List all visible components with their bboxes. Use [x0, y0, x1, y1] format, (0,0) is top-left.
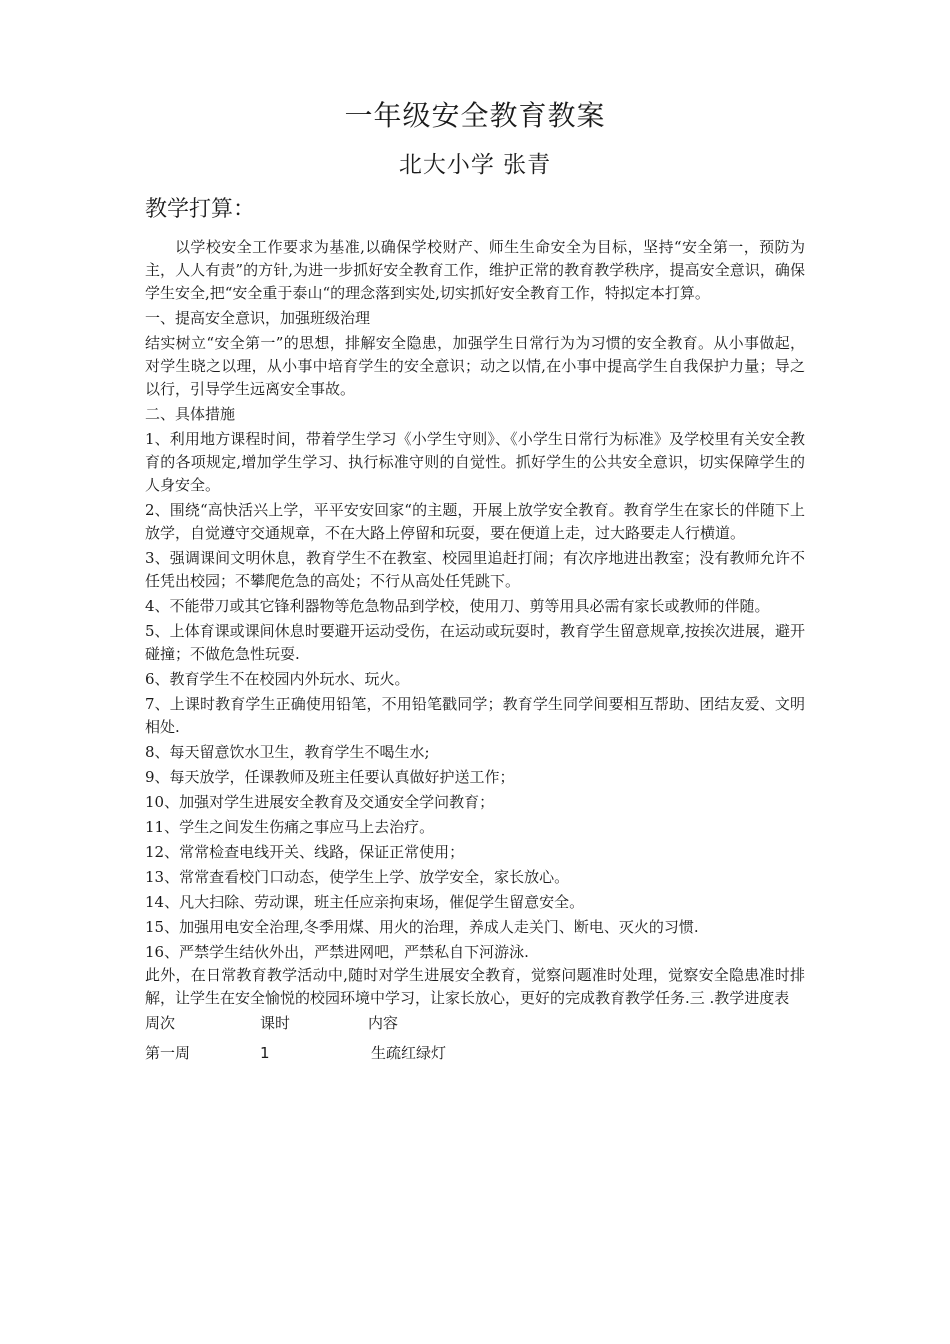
part2-heading: 二、具体措施	[145, 405, 236, 423]
measure-item: 7、上课时教育学生正确使用铅笔，不用铅笔戳同学；教育学生同学间要相互帮助、团结友爱、文明相处.	[145, 695, 805, 736]
document-body	[145, 236, 805, 1010]
measure-item: 4、不能带刀或其它锋利器物等危急物品到学校，使用刀、剪等用具必需有家长或教师的伴随。	[145, 597, 770, 615]
schedule-cell-hours: 1	[260, 1044, 270, 1062]
schedule-table	[145, 1010, 805, 1070]
measure-item: 8、每天留意饮水卫生，教育学生不喝生水;	[145, 743, 430, 761]
plan-heading: 教学打算：	[145, 197, 256, 222]
measure-item: 3、强调课间文明休息，教育学生不在教室、校园里追赶打闹；有次序地进出教室；没有教师允许不任凭出校园；不攀爬危急的高处；不行从高处任凭跳下。	[145, 549, 805, 590]
measure-item: 10、加强对学生进展安全教育及交通安全学问教育；	[145, 793, 495, 811]
measure-item: 9、每天放学，任课教师及班主任要认真做好护送工作；	[145, 768, 515, 786]
measure-item: 1、利用地方课程时间，带着学生学习《小学生守则》、《小学生日常行为标准》及学校里有关安全教育的各项规定,增加学生学习、执行标准守则的自觉性。抓好学生的公共安全意识，切实保障学生的人身安全。	[145, 430, 805, 494]
closing-paragraph: 此外，在日常教育教学活动中,随时对学生进展安全教育，觉察问题准时处理，觉察安全隐患准时排解，让学生在安全愉悦的校园环境中学习，让家长放心，更好的完成教育教学任务.三 .教学进度表	[145, 966, 805, 1007]
measure-item: 12、常常检查电线开关、线路，保证正常使用；	[145, 843, 465, 861]
document-subtitle: 北大小学 张青	[398, 152, 552, 178]
schedule-header-week: 周次	[145, 1014, 176, 1032]
measure-item: 16、严禁学生结伙外出，严禁进网吧，严禁私自下河游泳.	[145, 943, 529, 961]
part1-heading: 一、提高安全意识，加强班级治理	[145, 309, 371, 327]
schedule-header-content: 内容	[368, 1014, 399, 1032]
measure-item: 6、教育学生不在校园内外玩水、玩火。	[145, 670, 410, 688]
measure-item: 2、围绕“高快活兴上学，平平安安回家“的主题，开展上放学安全教育。教育学生在家长的伴随下上放学，自觉遵守交通规章，不在大路上停留和玩耍，要在便道上走，过大路要走人行横道。	[145, 501, 805, 542]
intro-paragraph: 以学校安全工作要求为基准,以确保学校财产、师生生命安全为目标，坚持“安全第一，预防为主，人人有责”的方针,为进一步抓好安全教育工作，维护正常的教育教学秩序，提高安全意识，确保学生安全,把“安全重于泰山“的理念落到实处,切实抓好安全教育工作，特拟定本打算。	[145, 238, 805, 302]
schedule-header-row	[145, 1010, 805, 1040]
measure-item: 11、学生之间发生伤痛之事应马上去治疗。	[145, 818, 435, 836]
part1-paragraph: 结实树立“安全第一”的思想，排解安全隐患，加强学生日常行为为习惯的安全教育。从小事做起，对学生晓之以理，从小事中培育学生的安全意识；动之以情,在小事中提高学生自我保护力量；导之以行，引导学生远离安全事故。	[145, 334, 805, 398]
measure-item: 15、加强用电安全治理,冬季用煤、用火的治理，养成人走关门、断电、灭火的习惯.	[145, 918, 699, 936]
schedule-cell-content: 生疏红绿灯	[371, 1044, 447, 1062]
document-title: 一年级安全教育教案	[344, 99, 606, 132]
measure-item: 5、上体育课或课间休息时要避开运动受伤，在运动或玩耍时，教育学生留意规章,按挨次进展，避开碰撞；不做危急性玩耍.	[145, 622, 805, 663]
schedule-row	[145, 1040, 805, 1070]
schedule-cell-week: 第一周	[145, 1044, 191, 1062]
measure-item: 13、常常查看校门口动态，使学生上学、放学安全，家长放心。	[145, 868, 570, 886]
schedule-header-hours: 课时	[260, 1014, 291, 1032]
measure-item: 14、凡大扫除、劳动课，班主任应亲拘束场，催促学生留意安全。	[145, 893, 585, 911]
